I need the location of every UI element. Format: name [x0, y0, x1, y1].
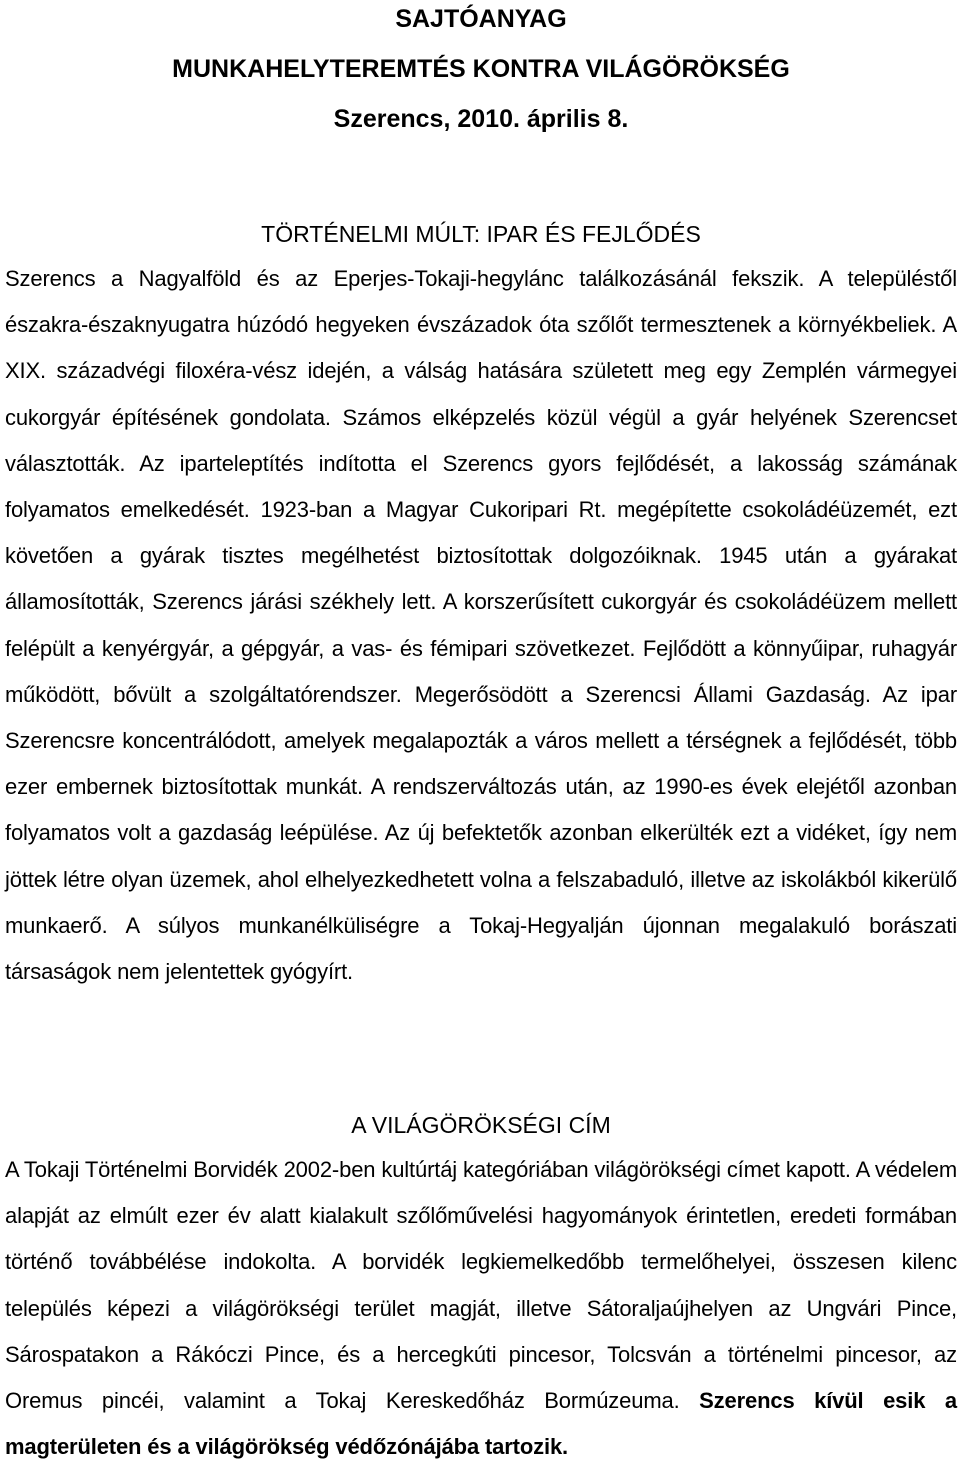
- paragraph-history: Szerencs a Nagyalföld és az Eperjes-Tokaji-hegylánc találkozásánál fekszik. A településtől északra-északnyugatra húzódó hegyeken évszázadok óta szőlőt termesztenek a környékbeliek. A XIX. századvégi filoxéra-vész idején, a válság hatására született meg egy Zemplén vármegyei cukorgyár építésének gondolata. Számos elképzelés közül végül a gyár helyének Szerencset választották. Az iparteleptítés indította el Szerencs gyors fejlődését, a lakosság számának folyamatos emelkedését. 1923-ban a Magyar Cukoripari Rt. megépítette csokoládéüzemét, ezt követően a gyárak tisztes megélhetést biztosítottak dolgozóiknak. 1945 után a gyárakat államosították, Szerencs járási székhely lett. A korszerűsített cukorgyár és csokoládéüzem mellett felépült a kenyérgyár, a gépgyár, a vas- és fémipari szövetkezet. Fejlődött a könnyűipar, ruhagyár működött, bővült a szolgáltatórendszer. Megerősödött a Szerencsi Állami Gazdaság. Az ipar Szerencsre koncentrálódott, amelyek megalapozták a város mellett a térségnek a fejlődését, több ezer embernek biztosítottak munkát. A rendszerváltozás után, az 1990-es évek elejétől azonban folyamatos volt a gazdaság leépülése. Az új befektetők azonban elkerülték ezt a vidéket, így nem jöttek létre olyan üzemek, ahol elhelyezkedhetett volna a felszabaduló, illetve az iskolákból kikerülő munkaerő. A súlyos munkanélküliségre a Tokaj-Hegyalján újonnan megalakuló borászati társaságok nem jelentettek gyógyírt.: [5, 266, 957, 985]
- document-date: Szerencs, 2010. április 8.: [333, 105, 629, 133]
- section-title-world-heritage: A VILÁGÖRÖKSÉGI CÍM: [351, 1112, 611, 1138]
- section-title-history: TÖRTÉNELMI MÚLT: IPAR ÉS FEJLŐDÉS: [261, 221, 701, 247]
- paragraph-world-heritage: [5, 1147, 957, 1470]
- paragraph-world-heritage-emphasis: Szerencs kívül esik a magterületen és a világörökség védőzónájába tartozik.: [5, 1388, 957, 1460]
- document-type-heading: SAJTÓANYAG: [395, 5, 567, 33]
- paragraph-world-heritage-text: A Tokaji Történelmi Borvidék 2002-ben kultúrtáj kategóriában világörökségi címet kapott. A védelem alapját az elmúlt ezer év alatt kialakult szőlőművelési hagyományok érintetlen, eredeti formában történő továbbélése indokolta. A borvidék legkiemelkedőbb termelőhelyei, összesen kilenc település képezi a világörökségi terület magját, illetve Sátoraljaújhelyen az Ungvári Pince, Sárospatakon a Rákóczi Pince, és a hercegkúti pincesor, Tolcsván a történelmi pincesor, az Oremus pincéi, valamint a Tokaj Kereskedőház Bormúzeuma.: [5, 1157, 957, 1414]
- document-title: MUNKAHELYTEREMTÉS KONTRA VILÁGÖRÖKSÉG: [172, 55, 790, 83]
